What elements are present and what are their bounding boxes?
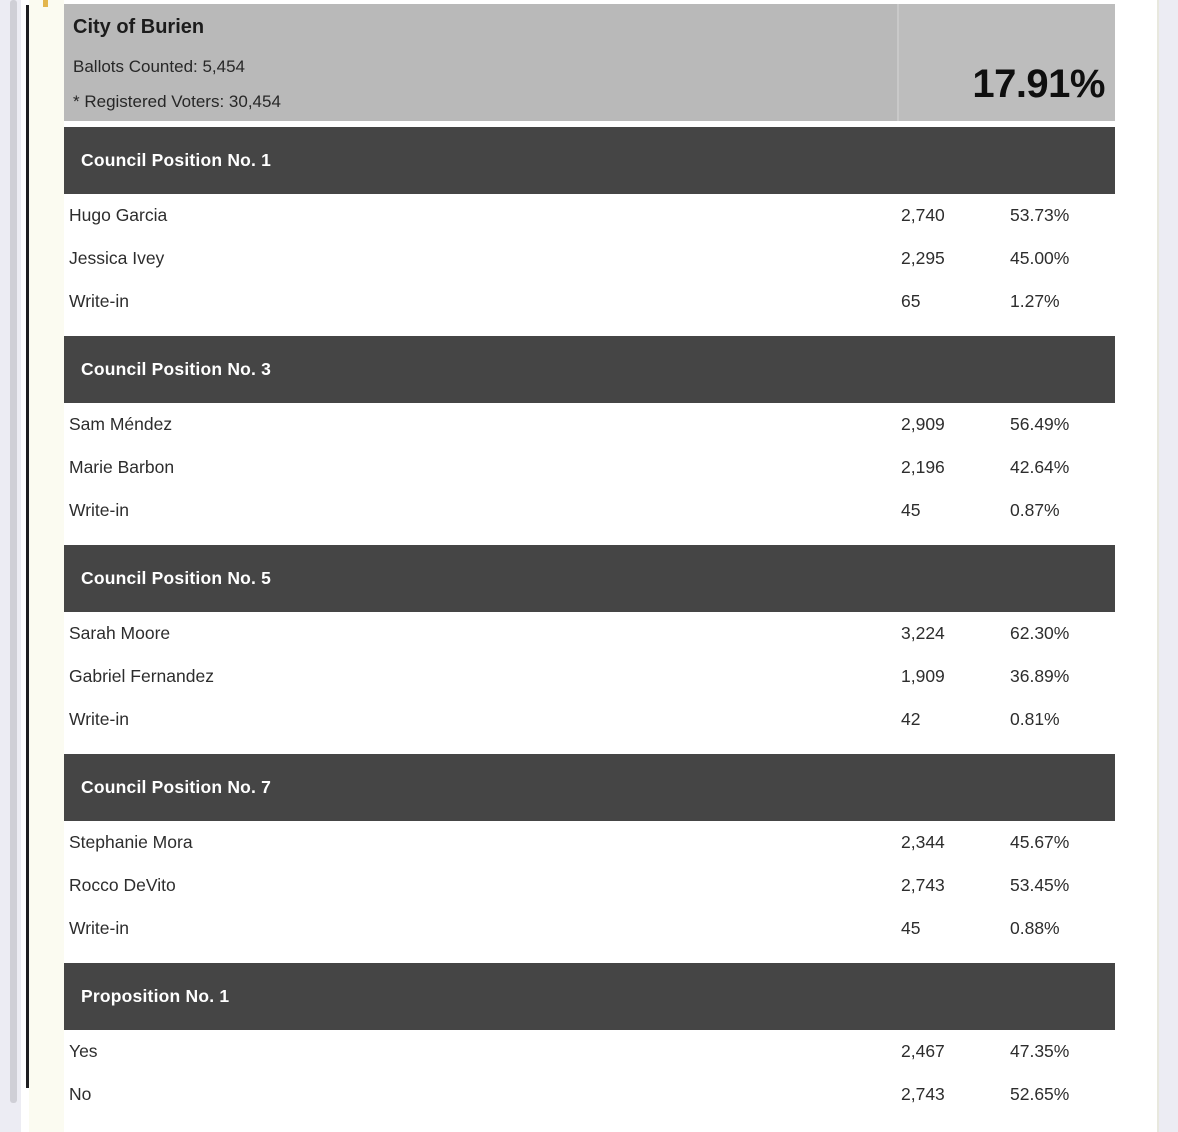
candidate-row: [64, 655, 1115, 698]
results-panel: [64, 4, 1115, 1129]
vote-count: 42: [901, 709, 921, 729]
vote-count: 2,909: [901, 414, 945, 434]
contest-rows: [64, 1030, 1115, 1116]
contest-title-bar: [64, 545, 1115, 612]
vote-count: 45: [901, 500, 921, 520]
candidate-name: Marie Barbon: [69, 457, 175, 477]
right-gutter: [1157, 0, 1178, 1132]
candidate-name: No: [69, 1084, 92, 1104]
contest-rows: [64, 403, 1115, 532]
vote-count: 65: [901, 291, 921, 311]
vote-percent: 45.00%: [1010, 248, 1070, 268]
contest-section: [64, 963, 1115, 1116]
candidate-name: Stephanie Mora: [69, 832, 193, 852]
vote-count: 3,224: [901, 623, 945, 643]
contest-section: [64, 545, 1115, 741]
candidate-name: Sarah Moore: [69, 623, 171, 643]
candidate-name: Write-in: [69, 291, 129, 311]
jurisdiction-header: [64, 4, 1115, 121]
candidate-row: [64, 907, 1115, 950]
candidate-name: Rocco DeVito: [69, 875, 176, 895]
left-margin-strip: [29, 0, 64, 1132]
vote-percent: 47.35%: [1010, 1041, 1070, 1061]
candidate-row: [64, 280, 1115, 323]
turnout-cell: [897, 4, 1115, 121]
vote-percent: 52.65%: [1010, 1084, 1070, 1104]
vote-percent: 53.73%: [1010, 205, 1070, 225]
candidate-row: [64, 1073, 1115, 1116]
contest-title-bar: [64, 963, 1115, 1030]
contest-section: [64, 127, 1115, 323]
contest-section: [64, 754, 1115, 950]
candidate-row: [64, 237, 1115, 280]
jurisdiction-info: [64, 4, 897, 121]
contest-title: Council Position No. 5: [81, 568, 272, 588]
vote-percent: 0.81%: [1010, 709, 1060, 729]
vote-count: 2,743: [901, 1084, 945, 1104]
contest-title: Council Position No. 7: [81, 777, 272, 797]
candidate-name: Jessica Ivey: [69, 248, 165, 268]
ballots-counted: Ballots Counted: 5,454: [73, 57, 246, 76]
vote-percent: 0.88%: [1010, 918, 1060, 938]
vote-percent: 0.87%: [1010, 500, 1060, 520]
vote-percent: 45.67%: [1010, 832, 1070, 852]
vote-count: 2,740: [901, 205, 945, 225]
contest-title-bar: [64, 336, 1115, 403]
contest-list: [64, 127, 1115, 1116]
contest-title: Council Position No. 3: [81, 359, 272, 379]
vote-percent: 53.45%: [1010, 875, 1070, 895]
candidate-row: [64, 194, 1115, 237]
candidate-row: [64, 612, 1115, 655]
candidate-row: [64, 403, 1115, 446]
candidate-row: [64, 698, 1115, 741]
left-scrollbar[interactable]: [10, 0, 17, 1103]
candidate-row: [64, 821, 1115, 864]
candidate-row: [64, 446, 1115, 489]
vote-count: 2,467: [901, 1041, 945, 1061]
vote-count: 2,295: [901, 248, 945, 268]
contest-rows: [64, 821, 1115, 950]
contest-section: [64, 336, 1115, 532]
candidate-name: Gabriel Fernandez: [69, 666, 214, 686]
candidate-name: Yes: [69, 1041, 98, 1061]
jurisdiction-title: City of Burien: [73, 16, 205, 38]
registered-voters: * Registered Voters: 30,454: [73, 92, 281, 111]
turnout-percent: 17.91%: [972, 62, 1105, 106]
candidate-name: Write-in: [69, 709, 129, 729]
vote-count: 45: [901, 918, 921, 938]
vote-count: 1,909: [901, 666, 945, 686]
vote-count: 2,344: [901, 832, 945, 852]
vote-percent: 36.89%: [1010, 666, 1070, 686]
vote-count: 2,196: [901, 457, 945, 477]
candidate-name: Hugo Garcia: [69, 205, 168, 225]
vote-count: 2,743: [901, 875, 945, 895]
candidate-row: [64, 864, 1115, 907]
candidate-row: [64, 1030, 1115, 1073]
contest-title-bar: [64, 127, 1115, 194]
contest-title-bar: [64, 754, 1115, 821]
contest-rows: [64, 194, 1115, 323]
vote-percent: 56.49%: [1010, 414, 1070, 434]
candidate-name: Write-in: [69, 500, 129, 520]
candidate-name: Sam Méndez: [69, 414, 173, 434]
vote-percent: 42.64%: [1010, 457, 1070, 477]
contest-title: Proposition No. 1: [81, 986, 230, 1006]
highlight-artifact: [43, 0, 48, 7]
contest-rows: [64, 612, 1115, 741]
candidate-name: Write-in: [69, 918, 129, 938]
vote-percent: 62.30%: [1010, 623, 1070, 643]
vote-percent: 1.27%: [1010, 291, 1060, 311]
contest-title: Council Position No. 1: [81, 150, 272, 170]
candidate-row: [64, 489, 1115, 532]
